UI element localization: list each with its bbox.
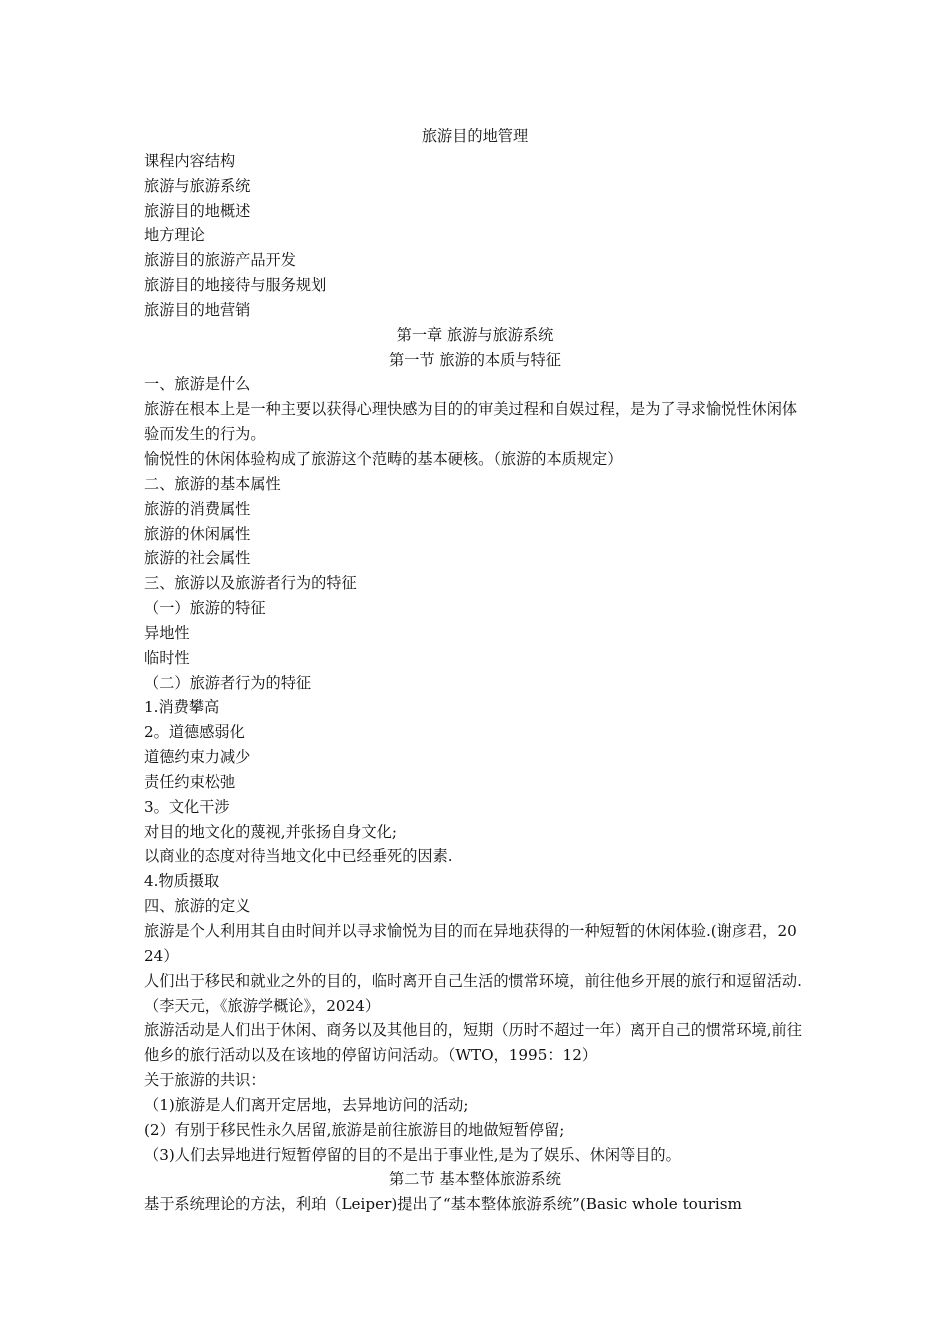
toc-item: 旅游目的旅游产品开发 — [144, 251, 296, 270]
subheading: （二）旅游者行为的特征 — [144, 673, 312, 692]
list-item: 对目的地文化的蔑视,并张扬自身文化; — [144, 822, 397, 841]
list-item: 异地性 — [144, 623, 190, 642]
document-title: 旅游目的地管理 — [421, 127, 529, 145]
toc-item: 旅游目的地接待与服务规划 — [144, 276, 327, 295]
heading: 四、旅游的定义 — [144, 897, 251, 916]
paragraph: 愉悦性的休闲体验构成了旅游这个范畴的基本硬核。（旅游的本质规定） — [144, 449, 623, 468]
list-item: 4.物质摄取 — [144, 872, 220, 891]
document-page — [144, 124, 806, 1217]
toc-item: 旅游与旅游系统 — [144, 176, 251, 195]
heading: 一、旅游是什么 — [144, 375, 251, 394]
section-title: 第一节 旅游的本质与特征 — [389, 350, 561, 369]
list-item: （3)人们去异地进行短暂停留的目的不是出于事业性,是为了娱乐、休闲等目的。 — [144, 1145, 681, 1164]
list-item: 旅游的休闲属性 — [144, 524, 251, 543]
paragraph: 旅游活动是人们出于休闲、商务以及其他目的，短期（历时不超过一年）离开自己的惯常环境,前往他乡的旅行活动以及在该地的停留访问活动。（WTO，1995：12） — [144, 1021, 802, 1065]
list-item: （1)旅游是人们离开定居地，去异地访问的活动; — [144, 1095, 469, 1114]
list-item: 责任约束松弛 — [144, 772, 236, 791]
chapter-title: 第一章 旅游与旅游系统 — [396, 325, 554, 344]
subheading: （一）旅游的特征 — [144, 599, 266, 618]
paragraph: 旅游是个人利用其自由时间并以寻求愉悦为目的而在异地获得的一种短暂的休闲体验.(谢彦君，2024） — [144, 922, 797, 965]
list-item: 道德约束力减少 — [144, 748, 251, 767]
list-item: 1.消费攀高 — [144, 698, 220, 717]
list-item: 旅游的消费属性 — [144, 499, 251, 518]
list-item: 2。道德感弱化 — [144, 723, 245, 742]
list-item: 以商业的态度对待当地文化中已经垂死的因素. — [144, 847, 453, 866]
list-item: (2）有别于移民性永久居留,旅游是前往旅游目的地做短暂停留; — [144, 1120, 565, 1139]
paragraph: 关于旅游的共识： — [144, 1071, 266, 1090]
paragraph: 基于系统理论的方法，利珀（Leiper)提出了“基本整体旅游系统”(Basic whole tourism — [144, 1195, 742, 1214]
section-title: 第二节 基本整体旅游系统 — [389, 1170, 561, 1189]
toc-item: 地方理论 — [144, 226, 205, 245]
paragraph: 人们出于移民和就业之外的目的，临时离开自己生活的惯常环境，前往他乡开展的旅行和逗留活动.（李天元，《旅游学概论》，2024） — [144, 971, 802, 1015]
list-item: 旅游的社会属性 — [144, 549, 251, 568]
toc-heading: 课程内容结构 — [144, 151, 236, 170]
heading: 三、旅游以及旅游者行为的特征 — [144, 574, 357, 593]
toc-item: 旅游目的地概述 — [144, 201, 251, 220]
list-item: 3。文化干涉 — [144, 797, 230, 816]
paragraph: 旅游在根本上是一种主要以获得心理快感为目的的审美过程和自娱过程，是为了寻求愉悦性休闲体验而发生的行为。 — [144, 400, 798, 444]
list-item: 临时性 — [144, 648, 190, 667]
heading: 二、旅游的基本属性 — [144, 474, 281, 493]
toc-item: 旅游目的地营销 — [144, 300, 251, 319]
